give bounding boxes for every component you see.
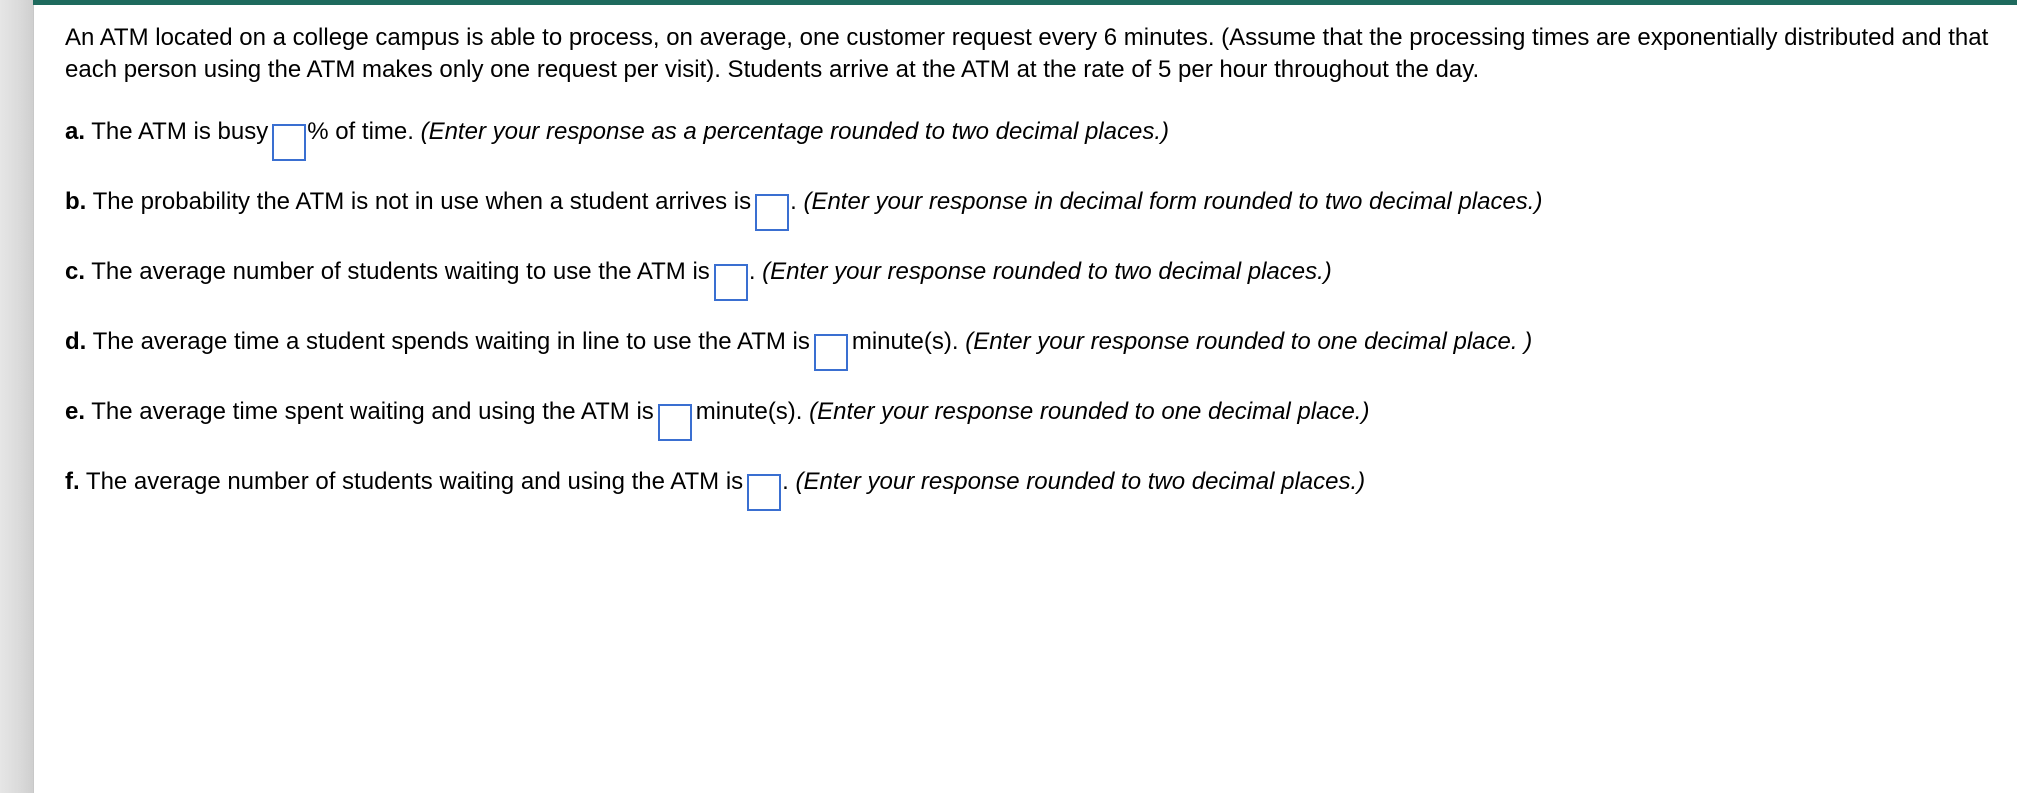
answer-input-d[interactable] (814, 334, 848, 371)
answer-input-f[interactable] (747, 474, 781, 511)
question-label: d. (65, 328, 87, 355)
question-d (65, 326, 1995, 358)
response-hint: (Enter your response rounded to two decimal places.) (795, 468, 1366, 495)
question-text: The probability the ATM is not in use when a student arrives is (86, 188, 752, 215)
question-label: a. (65, 118, 86, 145)
question-text-after: minute(s). (851, 328, 966, 355)
question-text: The average time a student spends waiting in line to use the ATM is (86, 328, 810, 355)
response-hint: (Enter your response rounded to one decimal place. ) (965, 328, 1533, 355)
question-text-after: . (782, 468, 796, 495)
answer-input-c[interactable] (714, 264, 748, 301)
question-text: The ATM is busy (85, 118, 269, 145)
question-text-after: % of time. (307, 118, 421, 145)
answer-input-b[interactable] (755, 194, 789, 231)
response-hint: (Enter your response as a percentage rounded to two decimal places.) (420, 118, 1169, 145)
answer-input-e[interactable] (658, 404, 692, 441)
response-hint: (Enter your response rounded to one decimal place.) (809, 398, 1370, 425)
answer-input-a[interactable] (272, 124, 306, 161)
question-a (65, 116, 1995, 148)
question-label: b. (65, 188, 87, 215)
question-text-after: . (790, 188, 804, 215)
question-content (65, 22, 1995, 498)
left-gutter (0, 0, 34, 793)
question-text: The average number of students waiting and using the ATM is (79, 468, 744, 495)
question-text: The average time spent waiting and using the ATM is (85, 398, 654, 425)
problem-statement: An ATM located on a college campus is able to process, on average, one customer request every 6 minutes. (Assume that the processing times are exponentially distributed and that each person using the ATM makes only one request per visit). Students arrive at the ATM at the rate of 5 per hour throughout the day. (65, 24, 1989, 83)
question-label: f. (65, 468, 80, 495)
question-text-after: minute(s). (695, 398, 810, 425)
response-hint: (Enter your response in decimal form rounded to two decimal places.) (803, 188, 1543, 215)
question-text: The average number of students waiting to use the ATM is (85, 258, 710, 285)
top-accent-bar (33, 0, 2017, 5)
response-hint: (Enter your response rounded to two decimal places.) (762, 258, 1332, 285)
question-e (65, 396, 1995, 428)
question-label: e. (65, 398, 86, 425)
question-text-after: . (748, 258, 763, 285)
question-b (65, 186, 1995, 218)
question-c (65, 256, 1995, 288)
question-f (65, 466, 1995, 498)
question-label: c. (65, 258, 86, 285)
